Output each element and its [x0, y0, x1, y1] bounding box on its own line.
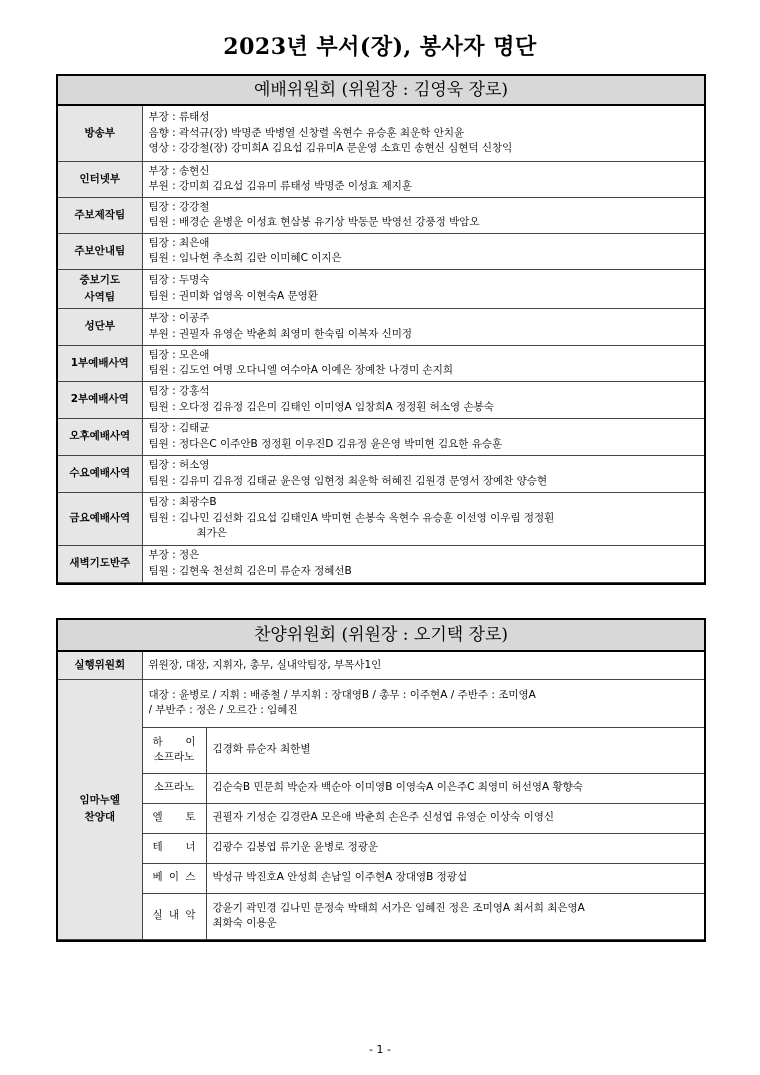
worship-row-member-line: 영상 : 강강철(장) 강미희A 김요섭 김유미A 문운영 소효민 송현신 심현덕 신창익	[148, 142, 513, 154]
choir-part-row	[58, 833, 704, 863]
choir-part-label-line: 베 이 스	[152, 871, 196, 884]
choir-part-member-line: 권필자 기성순 김경란A 모은애 박춘희 손은주 신성엽 유영순 이상숙 이영신	[212, 811, 555, 824]
choir-part-row	[58, 893, 704, 939]
worship-row	[58, 345, 704, 381]
choir-officers-line-1: 대장 : 윤병로 / 지휘 : 배종철 / 부지휘 : 장대영B / 총무 : 이주현A / 주반주 : 조미영A	[148, 688, 536, 701]
worship-row-label-line: 인터넷부	[79, 172, 121, 185]
choir-part-member-line: 박성규 박진호A 안성희 손남일 이주현A 장대영B 정광섭	[212, 871, 468, 884]
worship-row-member-line: 팀원 : 김현욱 천선희 김은미 류순자 정혜선B	[148, 564, 352, 577]
choir-part-row	[58, 727, 704, 773]
worship-row-member-line: 부장 : 이공주	[148, 312, 210, 324]
worship-row-member-line: 팀원 : 정다은C 이주안B 정정훤 이우진D 김유정 윤은영 박미현 김요한 유승훈	[148, 437, 503, 450]
choir-part-members	[206, 863, 704, 893]
exec-committee-row	[58, 652, 704, 679]
worship-row	[58, 197, 704, 233]
choir-part-row	[58, 773, 704, 803]
worship-row-member-line: 팀원 : 김유미 김유정 김태균 윤은영 임현정 최운학 허혜진 김원경 문영서 장예찬 양승현	[148, 474, 548, 487]
worship-row-member-line: 팀장 : 허소영	[148, 459, 210, 471]
praise-committee-header: 찬양위원회 (위원장 : 오기택 장로)	[58, 620, 704, 652]
choir-part-label	[142, 727, 206, 773]
worship-row-members	[142, 161, 704, 197]
worship-row-members	[142, 197, 704, 233]
worship-committee-table	[58, 106, 704, 583]
worship-row-label-line: 사역팀	[84, 290, 115, 303]
worship-row-label-line: 성단부	[84, 320, 115, 332]
choir-part-member-line: 최화숙 이용운	[212, 917, 277, 929]
worship-row-member-line: 팀원 : 권미화 엄영옥 이현숙A 문영환	[148, 289, 318, 302]
worship-row-label-line: 1부예배사역	[70, 356, 129, 369]
worship-row-member-line: 팀장 : 강홍석	[148, 385, 210, 397]
choir-label-line: 찬양대	[84, 811, 115, 823]
worship-row-label	[58, 345, 142, 381]
worship-row-members	[142, 106, 704, 161]
choir-part-label	[142, 833, 206, 863]
praise-committee-section	[56, 618, 706, 942]
choir-officers	[142, 679, 704, 727]
worship-row-member-line: 팀원 : 김도언 여명 오다니엘 여수아A 이예은 장예찬 나경미 손지희	[148, 364, 453, 376]
worship-row-members	[142, 269, 704, 308]
choir-part-member-line: 김광수 김봉엽 류기운 윤병로 정광운	[212, 841, 378, 854]
worship-row-label-line: 수요예배사역	[69, 467, 131, 479]
worship-row-label	[58, 545, 142, 582]
worship-row-members	[142, 455, 704, 492]
worship-row-member-line: 부장 : 송현신	[148, 164, 210, 177]
choir-part-member-line: 김경화 류순자 최한별	[212, 743, 311, 756]
worship-row	[58, 381, 704, 418]
worship-row-member-line: 부장 : 류태성	[148, 111, 210, 123]
choir-part-members	[206, 833, 704, 863]
worship-row-label-line: 방송부	[84, 126, 115, 139]
worship-row-label	[58, 106, 142, 161]
choir-part-member-line: 강윤기 곽민경 김나민 문정숙 박태희 서가은 임혜진 정은 조미영A 최서희 최은영A	[212, 901, 585, 914]
worship-row-label	[58, 308, 142, 345]
worship-row-member-line: 팀장 : 최광수B	[148, 496, 217, 509]
praise-committee-table	[58, 652, 704, 940]
page-number: - 1 -	[369, 1043, 391, 1056]
worship-row-member-line: 최가은	[196, 527, 227, 540]
choir-part-label-line: 하 이	[152, 735, 196, 748]
choir-part-label	[142, 893, 206, 939]
choir-part-label-line: 소프라노	[153, 781, 195, 794]
worship-row-label	[58, 455, 142, 492]
worship-row	[58, 545, 704, 582]
worship-row-member-line: 팀장 : 두명숙	[148, 274, 210, 286]
worship-row-member-line: 음향 : 곽석규(장) 박명준 박병열 신창렬 옥현수 유승훈 최운학 안치윤	[148, 126, 465, 139]
worship-row-label-line: 중보기도	[79, 273, 121, 286]
worship-row-label-line: 주보제작팀	[74, 208, 126, 221]
worship-row-members	[142, 545, 704, 582]
worship-row-member-line: 팀장 : 모은애	[148, 348, 210, 361]
choir-label-line: 임마누엘	[79, 794, 121, 806]
worship-row-member-line: 팀원 : 임나현 추소희 김란 이미혜C 이지은	[148, 252, 342, 264]
choir-part-members	[206, 803, 704, 833]
choir-officers-row	[58, 679, 704, 727]
worship-row	[58, 106, 704, 161]
page-title: 2023년 부서(장), 봉사자 명단	[223, 34, 537, 60]
worship-row-label	[58, 197, 142, 233]
worship-row-label	[58, 233, 142, 269]
worship-row-label-line: 오후예배사역	[69, 430, 131, 442]
worship-row	[58, 455, 704, 492]
worship-row	[58, 308, 704, 345]
choir-part-label-line: 엘 토	[152, 811, 196, 824]
choir-officers-line-2: / 부반주 : 정은 / 오르간 : 임혜진	[148, 704, 298, 716]
worship-row-members	[142, 381, 704, 418]
worship-row-members	[142, 308, 704, 345]
worship-row-member-line: 팀장 : 최은애	[148, 236, 210, 249]
worship-committee-section	[56, 74, 706, 585]
worship-row-member-line: 팀장 : 김태균	[148, 422, 210, 434]
worship-row-members	[142, 345, 704, 381]
worship-row	[58, 418, 704, 455]
worship-row-member-line: 팀원 : 오다정 김유정 김은미 김태인 이미영A 임창희A 정정훤 허소영 손봉숙	[148, 400, 494, 413]
worship-row-label-line: 주보안내팀	[74, 244, 126, 257]
worship-row-label	[58, 418, 142, 455]
choir-part-members	[206, 773, 704, 803]
worship-row-label	[58, 492, 142, 545]
worship-row-label-line: 새벽기도반주	[69, 557, 131, 569]
worship-row-member-line: 팀원 : 배경순 윤병운 이성효 현삼봉 유기상 박동문 박영선 강풍정 박암오	[148, 216, 480, 228]
worship-row-member-line: 팀장 : 강강철	[148, 200, 210, 213]
choir-label	[58, 679, 142, 939]
worship-row-members	[142, 418, 704, 455]
choir-part-label-line: 소프라노	[153, 751, 195, 763]
choir-part-label	[142, 803, 206, 833]
worship-row-member-line: 부장 : 정은	[148, 549, 200, 561]
worship-row-member-line: 팀원 : 김나민 김선화 김요섭 김태인A 박미현 손봉숙 옥현수 유승훈 이선영 이우림 정정훤	[148, 511, 555, 524]
choir-part-label-line: 실 내 악	[152, 909, 196, 922]
worship-row-members	[142, 233, 704, 269]
worship-row-label-line: 금요예배사역	[69, 512, 131, 524]
worship-row	[58, 233, 704, 269]
exec-committee-value: 위원장, 대장, 지휘자, 총무, 실내악팀장, 부목사1인	[142, 652, 704, 679]
worship-row-members	[142, 492, 704, 545]
worship-row-member-line: 부원 : 권필자 유영순 박춘희 최영미 한숙림 이복자 신미정	[148, 327, 413, 340]
choir-part-label	[142, 773, 206, 803]
choir-part-label-line: 테 너	[152, 841, 196, 854]
worship-row-label	[58, 381, 142, 418]
choir-part-members	[206, 727, 704, 773]
choir-part-label	[142, 863, 206, 893]
choir-part-row	[58, 863, 704, 893]
worship-row-label-line: 2부예배사역	[70, 393, 129, 405]
worship-row	[58, 492, 704, 545]
choir-part-member-line: 김순숙B 민문희 박순자 백순아 이미영B 이영숙A 이은주C 최영미 허선영A 황향숙	[212, 781, 583, 794]
choir-part-members	[206, 893, 704, 939]
worship-row	[58, 269, 704, 308]
worship-committee-header: 예배위원회 (위원장 : 김영욱 장로)	[58, 76, 704, 106]
worship-row-label	[58, 161, 142, 197]
exec-committee-label: 실행위원회	[58, 652, 142, 679]
worship-row-label	[58, 269, 142, 308]
worship-row-member-line: 부원 : 강미희 김요섭 김유미 류태성 박명준 이성효 제지훈	[148, 180, 413, 192]
worship-row	[58, 161, 704, 197]
choir-part-row	[58, 803, 704, 833]
